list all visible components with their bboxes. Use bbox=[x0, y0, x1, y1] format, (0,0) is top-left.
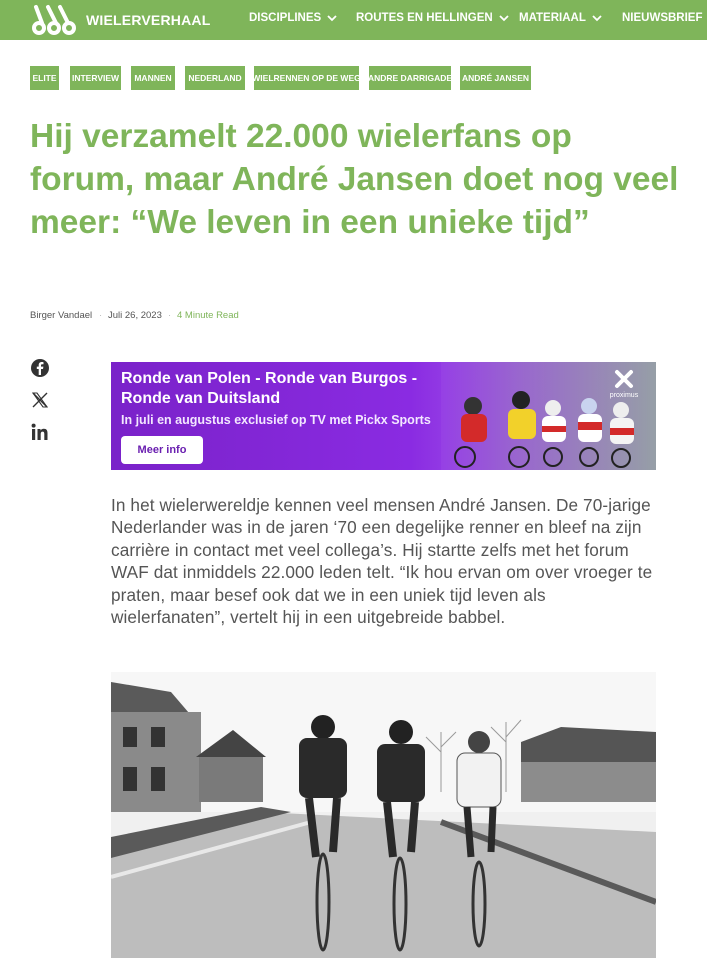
meta-separator: · bbox=[99, 310, 103, 321]
chevron-down-icon bbox=[591, 12, 603, 24]
ad-headline: Ronde van Polen - Ronde van Burgos - Ronde van Duitsland bbox=[121, 370, 418, 407]
site-header bbox=[0, 0, 707, 40]
read-time: 4 Minute Read bbox=[177, 310, 239, 321]
nav-materiaal[interactable] bbox=[519, 12, 603, 24]
nav-routes[interactable] bbox=[356, 12, 510, 24]
article-title: Hij verzamelt 22.000 wielerfans op forum, maar André Jansen doet nog veel meer: “We leven in een unieke tijd” bbox=[30, 118, 679, 241]
meta-separator: · bbox=[168, 310, 172, 321]
article-lead: In het wielerwereldje kennen veel mensen André Jansen. De 70-jarige Nederlander was in de jaren ‘70 een degelijke renner en bleef na zijn carrière in contact met veel collega’s. Hij startte zelfs met het forum WAF dat inmiddels 22.000 leden telt. “Ik hou ervan om over vroeger te praten, maar besef ook dat we in een uniek tijd leven als wielerfanaten”, vertelt hij in een uitgebreide babbel. bbox=[111, 495, 653, 628]
tag-nederland[interactable]: NEDERLAND bbox=[185, 66, 245, 90]
site-brand[interactable]: WIELERVERHAAL bbox=[86, 12, 211, 28]
ad-banner[interactable] bbox=[111, 362, 656, 470]
nav-label: MATERIAAL bbox=[519, 12, 586, 24]
chevron-down-icon bbox=[498, 12, 510, 24]
tag-wielrennen-op-de-weg[interactable]: WIELRENNEN OP DE WEG bbox=[254, 66, 359, 90]
chevron-down-icon bbox=[326, 12, 338, 24]
nav-label: ROUTES EN HELLINGEN bbox=[356, 12, 493, 24]
proximus-logo bbox=[604, 368, 644, 399]
author-link[interactable]: Birger Vandael bbox=[30, 310, 93, 321]
main-nav bbox=[0, 12, 707, 30]
tag-mannen[interactable]: MANNEN bbox=[131, 66, 175, 90]
x-icon[interactable] bbox=[30, 390, 50, 410]
proximus-x-icon bbox=[613, 368, 635, 390]
tag-elite[interactable]: ELITE bbox=[30, 66, 59, 90]
nav-label: DISCIPLINES bbox=[249, 12, 322, 24]
ad-subline: In juli en augustus exclusief op TV met Pickx Sports bbox=[121, 413, 431, 427]
article-photo bbox=[111, 672, 656, 958]
facebook-icon[interactable] bbox=[30, 358, 50, 378]
nav-label: NIEUWSBRIEF bbox=[622, 12, 703, 24]
article-date: Juli 26, 2023 bbox=[108, 310, 162, 321]
ad-more-info-button[interactable]: Meer info bbox=[121, 436, 203, 464]
tag-interview[interactable]: INTERVIEW bbox=[70, 66, 121, 90]
nav-disciplines[interactable] bbox=[249, 12, 338, 24]
proximus-label: proximus bbox=[609, 392, 639, 399]
tag-andre-jansen[interactable]: ANDRÉ JANSEN bbox=[460, 66, 531, 90]
nav-nieuwsbrief[interactable] bbox=[622, 12, 703, 24]
tag-andre-darrigade[interactable]: ANDRE DARRIGADE bbox=[369, 66, 451, 90]
linkedin-icon[interactable] bbox=[30, 422, 50, 442]
